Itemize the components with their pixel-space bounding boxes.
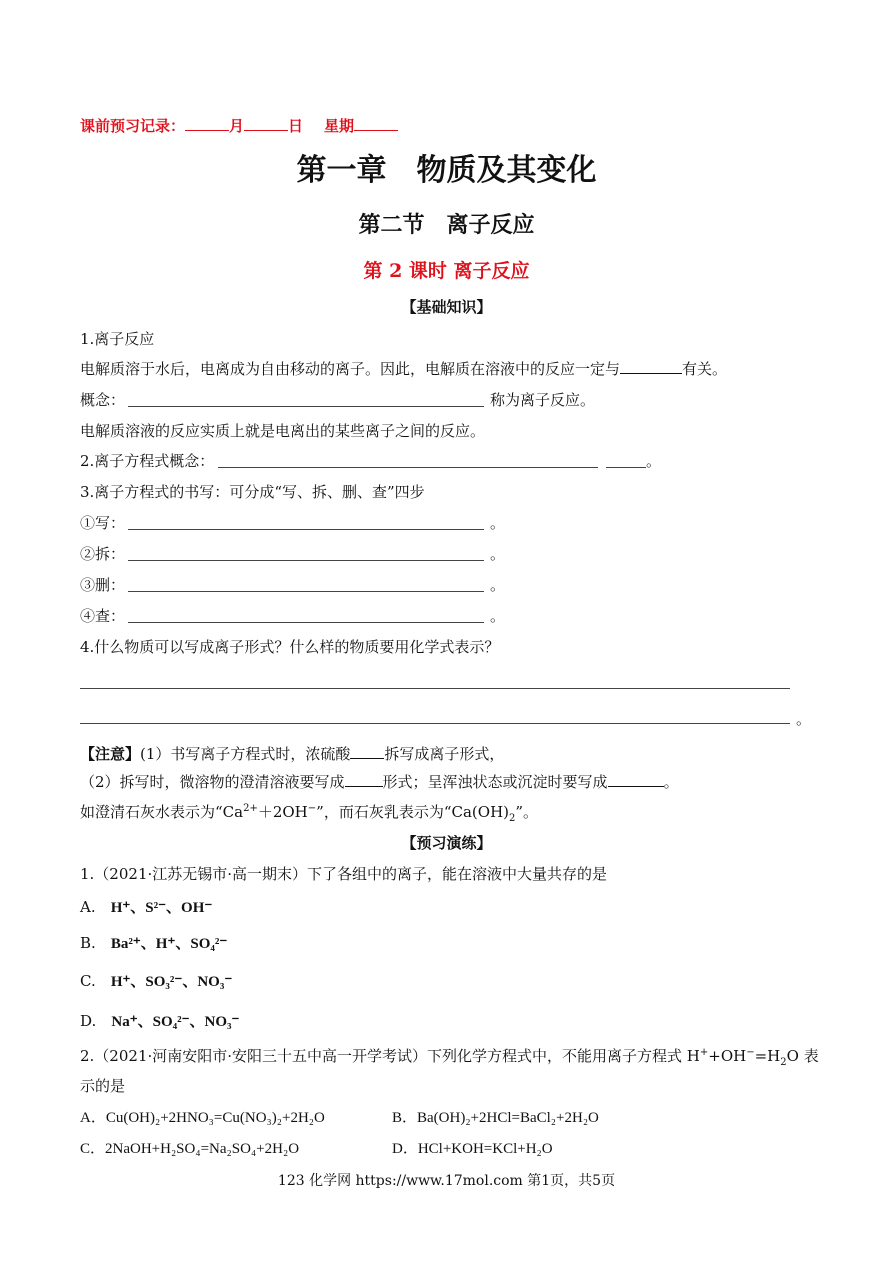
q2-stem-a: 2.（2021·河南安阳市·安阳三十五中高一开学考试）下列化学方程式中，不能用离子方程式 H: [80, 1047, 700, 1065]
step-write: ①写：: [80, 514, 126, 532]
chapter-title: 第一章 物质及其变化: [296, 153, 597, 188]
q2-option-b[interactable]: B．Ba(OH)₂+2HCl=BaCl₂+2H₂O: [392, 1110, 599, 1126]
note-line2-c: 。: [663, 773, 679, 791]
q2-option-d[interactable]: D．HCl+KOH=KCl+H₂O: [392, 1141, 553, 1157]
q1-option-c-letter: C.: [80, 972, 96, 990]
item2-end: 。: [646, 452, 662, 470]
record-line: [80, 115, 398, 136]
note-line1-a: (1）书写离子方程式时，浓硫酸: [140, 745, 351, 763]
item3-title: 3.离子方程式的书写：可分成“写、拆、删、查”四步: [80, 483, 425, 501]
step-split-blank[interactable]: [128, 560, 484, 561]
item2-blank1[interactable]: [218, 467, 598, 468]
note-line3-sub: 2: [509, 813, 516, 824]
concept-tail: 称为离子反应。: [490, 391, 596, 409]
q1-option-d[interactable]: [80, 1010, 239, 1031]
step-write-blank[interactable]: [128, 529, 484, 530]
note-line3-minus: −: [307, 803, 317, 814]
q2-stem: [80, 1045, 819, 1066]
step-split: ②拆：: [80, 545, 126, 563]
q2-option-c[interactable]: C．2NaOH+H₂SO₄=Na₂SO₄+2H₂O: [80, 1141, 300, 1157]
item4-end: 。: [796, 710, 812, 728]
note-line3-b: ＋2OH: [257, 803, 308, 821]
note-line2-a: （2）拆写时，微溶物的澄清溶液要写成: [80, 773, 345, 791]
item4-answer-line1[interactable]: [80, 688, 790, 689]
item4-question: 4.什么物质可以写成离子形式？什么样的物质要用化学式表示？: [80, 638, 500, 656]
note-line2: [80, 771, 679, 792]
q1-option-b-text: Ba²⁺、H⁺、SO₄²⁻: [110, 936, 228, 952]
q1-option-b-letter: B.: [80, 934, 96, 952]
item1-line1-b: 有关。: [682, 360, 728, 378]
q1-stem: 1.（2021·江苏无锡市·高一期末）下了各组中的离子，能在溶液中大量共存的是: [80, 865, 608, 883]
step-check-blank[interactable]: [128, 622, 484, 623]
item1-title: 1.离子反应: [80, 330, 155, 348]
week-blank[interactable]: [354, 116, 398, 131]
q2-minus-sup: −: [746, 1047, 755, 1058]
note-blank3[interactable]: [608, 772, 664, 787]
q1-option-c[interactable]: [80, 970, 232, 991]
q2-stem-c: =H: [754, 1047, 781, 1065]
q2-option-a[interactable]: A．Cu(OH)₂+2HNO₃=Cu(NO₃)₂+2H₂O: [80, 1110, 325, 1126]
q1-option-a[interactable]: [80, 896, 212, 917]
basics-header: 【基础知识】: [401, 298, 492, 316]
essence-text: 电解质溶液的反应实质上就是电离出的某些离子之间的反应。: [80, 422, 486, 440]
note-line3-charge: 2+: [243, 803, 258, 814]
note-label: 【注意】: [80, 745, 141, 763]
item4-answer-line2[interactable]: [80, 723, 790, 724]
step-split-end: 。: [490, 545, 506, 563]
q1-option-b[interactable]: [80, 932, 227, 953]
q2-sub-2: 2: [780, 1057, 787, 1068]
step-check-end: 。: [490, 607, 506, 625]
note-line3-c: ”，而石灰乳表示为“Ca(OH): [316, 803, 510, 821]
concept-label: 概念：: [80, 391, 126, 409]
q1-option-a-text: H⁺、S²⁻、OH⁻: [110, 900, 213, 916]
step-delete-blank[interactable]: [128, 591, 484, 592]
item1-line1-a: 电解质溶于水后，电离成为自由移动的离子。因此，电解质在溶液中的反应一定与: [80, 360, 621, 378]
item1-line1: [80, 358, 727, 379]
item2-blank2[interactable]: [606, 467, 646, 468]
note-line3: [80, 801, 538, 822]
step-check: ④查：: [80, 607, 126, 625]
item2-label: 2.离子方程式概念：: [80, 452, 215, 470]
step-write-end: 。: [490, 514, 506, 532]
step-delete-end: 。: [490, 576, 506, 594]
q2-stem-b: +OH: [708, 1047, 747, 1065]
q2-stem-line2: 示的是: [80, 1077, 126, 1095]
record-day: 日: [288, 117, 304, 135]
concept-blank[interactable]: [128, 406, 484, 407]
note-line1-b: 拆写成离子形式，: [384, 745, 505, 763]
lesson-title: 第 2 课时 离子反应: [363, 260, 530, 282]
note-blank2[interactable]: [345, 772, 383, 787]
q1-option-d-text: Na⁺、SO₄²⁻、NO₃⁻: [111, 1014, 240, 1030]
note-line3-d: ”。: [515, 803, 539, 821]
q2-plus-sup: +: [699, 1047, 709, 1058]
q2-stem-d: O 表: [786, 1047, 819, 1065]
practice-header: 【预习演练】: [401, 834, 492, 852]
q1-option-d-letter: D.: [80, 1012, 97, 1030]
day-blank[interactable]: [244, 116, 288, 131]
q1-option-c-text: H⁺、SO₃²⁻、NO₃⁻: [110, 974, 233, 990]
item1-blank1[interactable]: [620, 359, 682, 374]
q1-option-a-letter: A.: [80, 898, 96, 916]
month-blank[interactable]: [185, 116, 229, 131]
record-label: 课前预习记录：: [80, 117, 186, 135]
record-week: 星期: [323, 117, 354, 135]
note-line1: [80, 743, 504, 764]
note-line3-a: 如澄清石灰水表示为“Ca: [80, 803, 244, 821]
note-blank1[interactable]: [350, 744, 384, 759]
step-delete: ③删：: [80, 576, 126, 594]
page-footer: 123 化学网 https://www.17mol.com 第1页，共5页: [277, 1173, 616, 1189]
section-title: 第二节 离子反应: [358, 212, 535, 238]
note-line2-b: 形式；呈浑浊状态或沉淀时要写成: [382, 773, 608, 791]
record-month: 月: [229, 117, 245, 135]
